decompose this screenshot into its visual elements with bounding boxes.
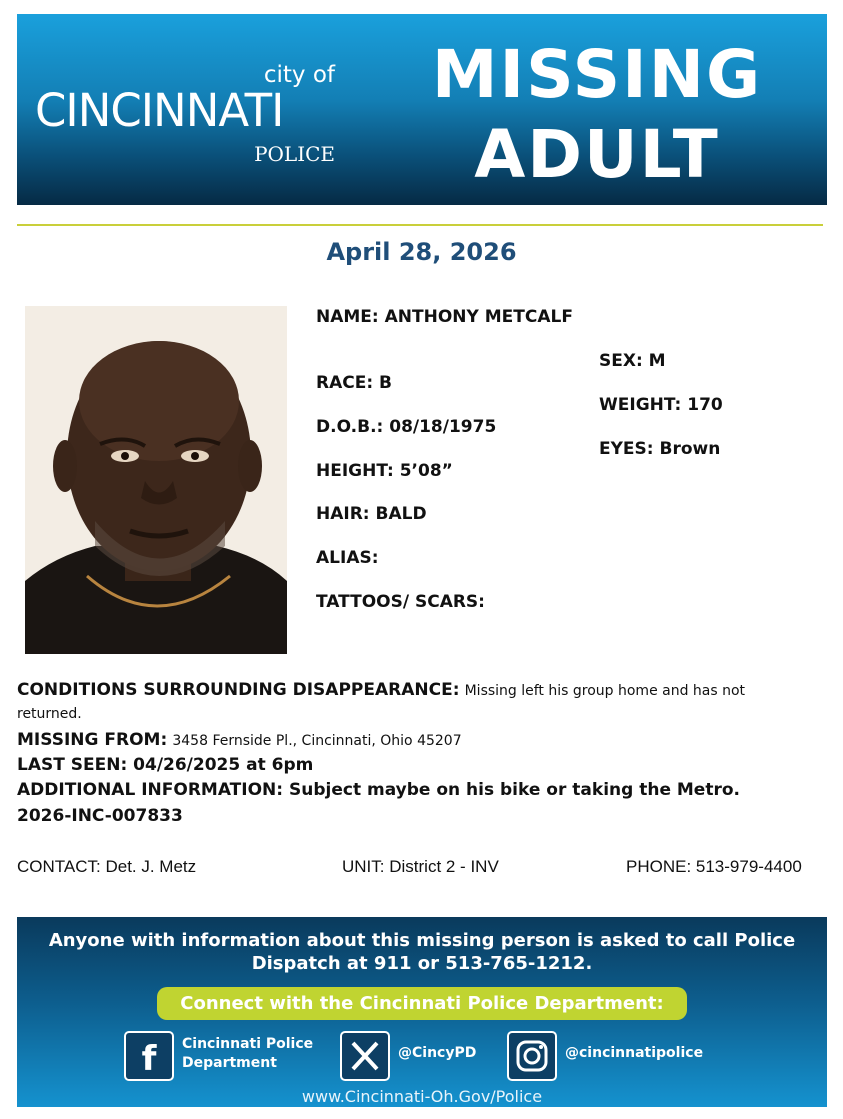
dob-field: D.O.B.: 08/18/1975 — [316, 417, 497, 437]
weight-field: WEIGHT: 170 — [599, 395, 723, 415]
facebook-label-line2: Department — [182, 1055, 277, 1071]
hair-field: HAIR: BALD — [316, 504, 427, 524]
alias-field: ALIAS: — [316, 548, 379, 568]
sex-field: SEX: M — [599, 351, 666, 371]
svg-text:f: f — [141, 1039, 157, 1079]
name-field: NAME: ANTHONY METCALF — [316, 307, 573, 327]
header-banner — [17, 14, 827, 205]
additional-info: ADDITIONAL INFORMATION: Subject maybe on his bike or taking the Metro. — [17, 780, 740, 800]
race-field: RACE: B — [316, 373, 393, 393]
x-icon — [340, 1031, 390, 1081]
bulletin-date: April 28, 2026 — [326, 238, 517, 266]
missing-from-line — [17, 730, 817, 750]
last-seen: LAST SEEN: 04/26/2025 at 6pm — [17, 755, 314, 775]
call-dispatch-line2: Dispatch at 911 or 513-765-1212. — [251, 953, 593, 974]
instagram-icon — [507, 1031, 557, 1081]
x-handle: @CincyPD — [398, 1045, 477, 1061]
height-field: HEIGHT: 5’08” — [316, 461, 453, 481]
contact-phone: PHONE: 513-979-4400 — [626, 857, 802, 876]
conditions-text-cont: returned. — [17, 706, 82, 722]
person-photo — [25, 306, 287, 654]
call-dispatch-line1: Anyone with information about this missing person is asked to call Police — [48, 930, 796, 951]
title-adult: ADULT — [474, 116, 720, 193]
case-number: 2026-INC-007833 — [17, 806, 183, 826]
footer-banner — [17, 917, 827, 1107]
person-photo-illustration — [25, 306, 287, 654]
website-link[interactable]: www.Cincinnati-Oh.Gov/Police — [301, 1087, 543, 1106]
instagram-handle: @cincinnatipolice — [565, 1045, 704, 1061]
logo-city-text: city of — [263, 62, 335, 88]
contact-unit: UNIT: District 2 - INV — [342, 857, 499, 876]
contact-detective: CONTACT: Det. J. Metz — [17, 857, 197, 876]
title-missing: MISSING — [431, 36, 763, 113]
missing-from-label: MISSING FROM: — [17, 730, 168, 750]
logo-police-text: POLICE — [254, 142, 335, 166]
conditions-line — [17, 680, 817, 700]
divider-line — [17, 224, 823, 226]
missing-from-address: 3458 Fernside Pl., Cincinnati, Ohio 45207 — [172, 733, 462, 749]
connect-banner: Connect with the Cincinnati Police Department: — [157, 987, 687, 1020]
facebook-label-line1: Cincinnati Police — [182, 1036, 314, 1052]
tattoos-field: TATTOOS/ SCARS: — [316, 592, 485, 612]
conditions-label: CONDITIONS SURROUNDING DISAPPEARANCE: — [17, 680, 460, 700]
logo-main-text: CINCINNATI — [35, 84, 284, 137]
eyes-field: EYES: Brown — [599, 439, 721, 459]
conditions-text: Missing left his group home and has not — [464, 683, 746, 699]
cincinnati-police-logo — [35, 62, 335, 182]
call-dispatch-message — [17, 929, 827, 975]
facebook-icon — [124, 1031, 174, 1081]
